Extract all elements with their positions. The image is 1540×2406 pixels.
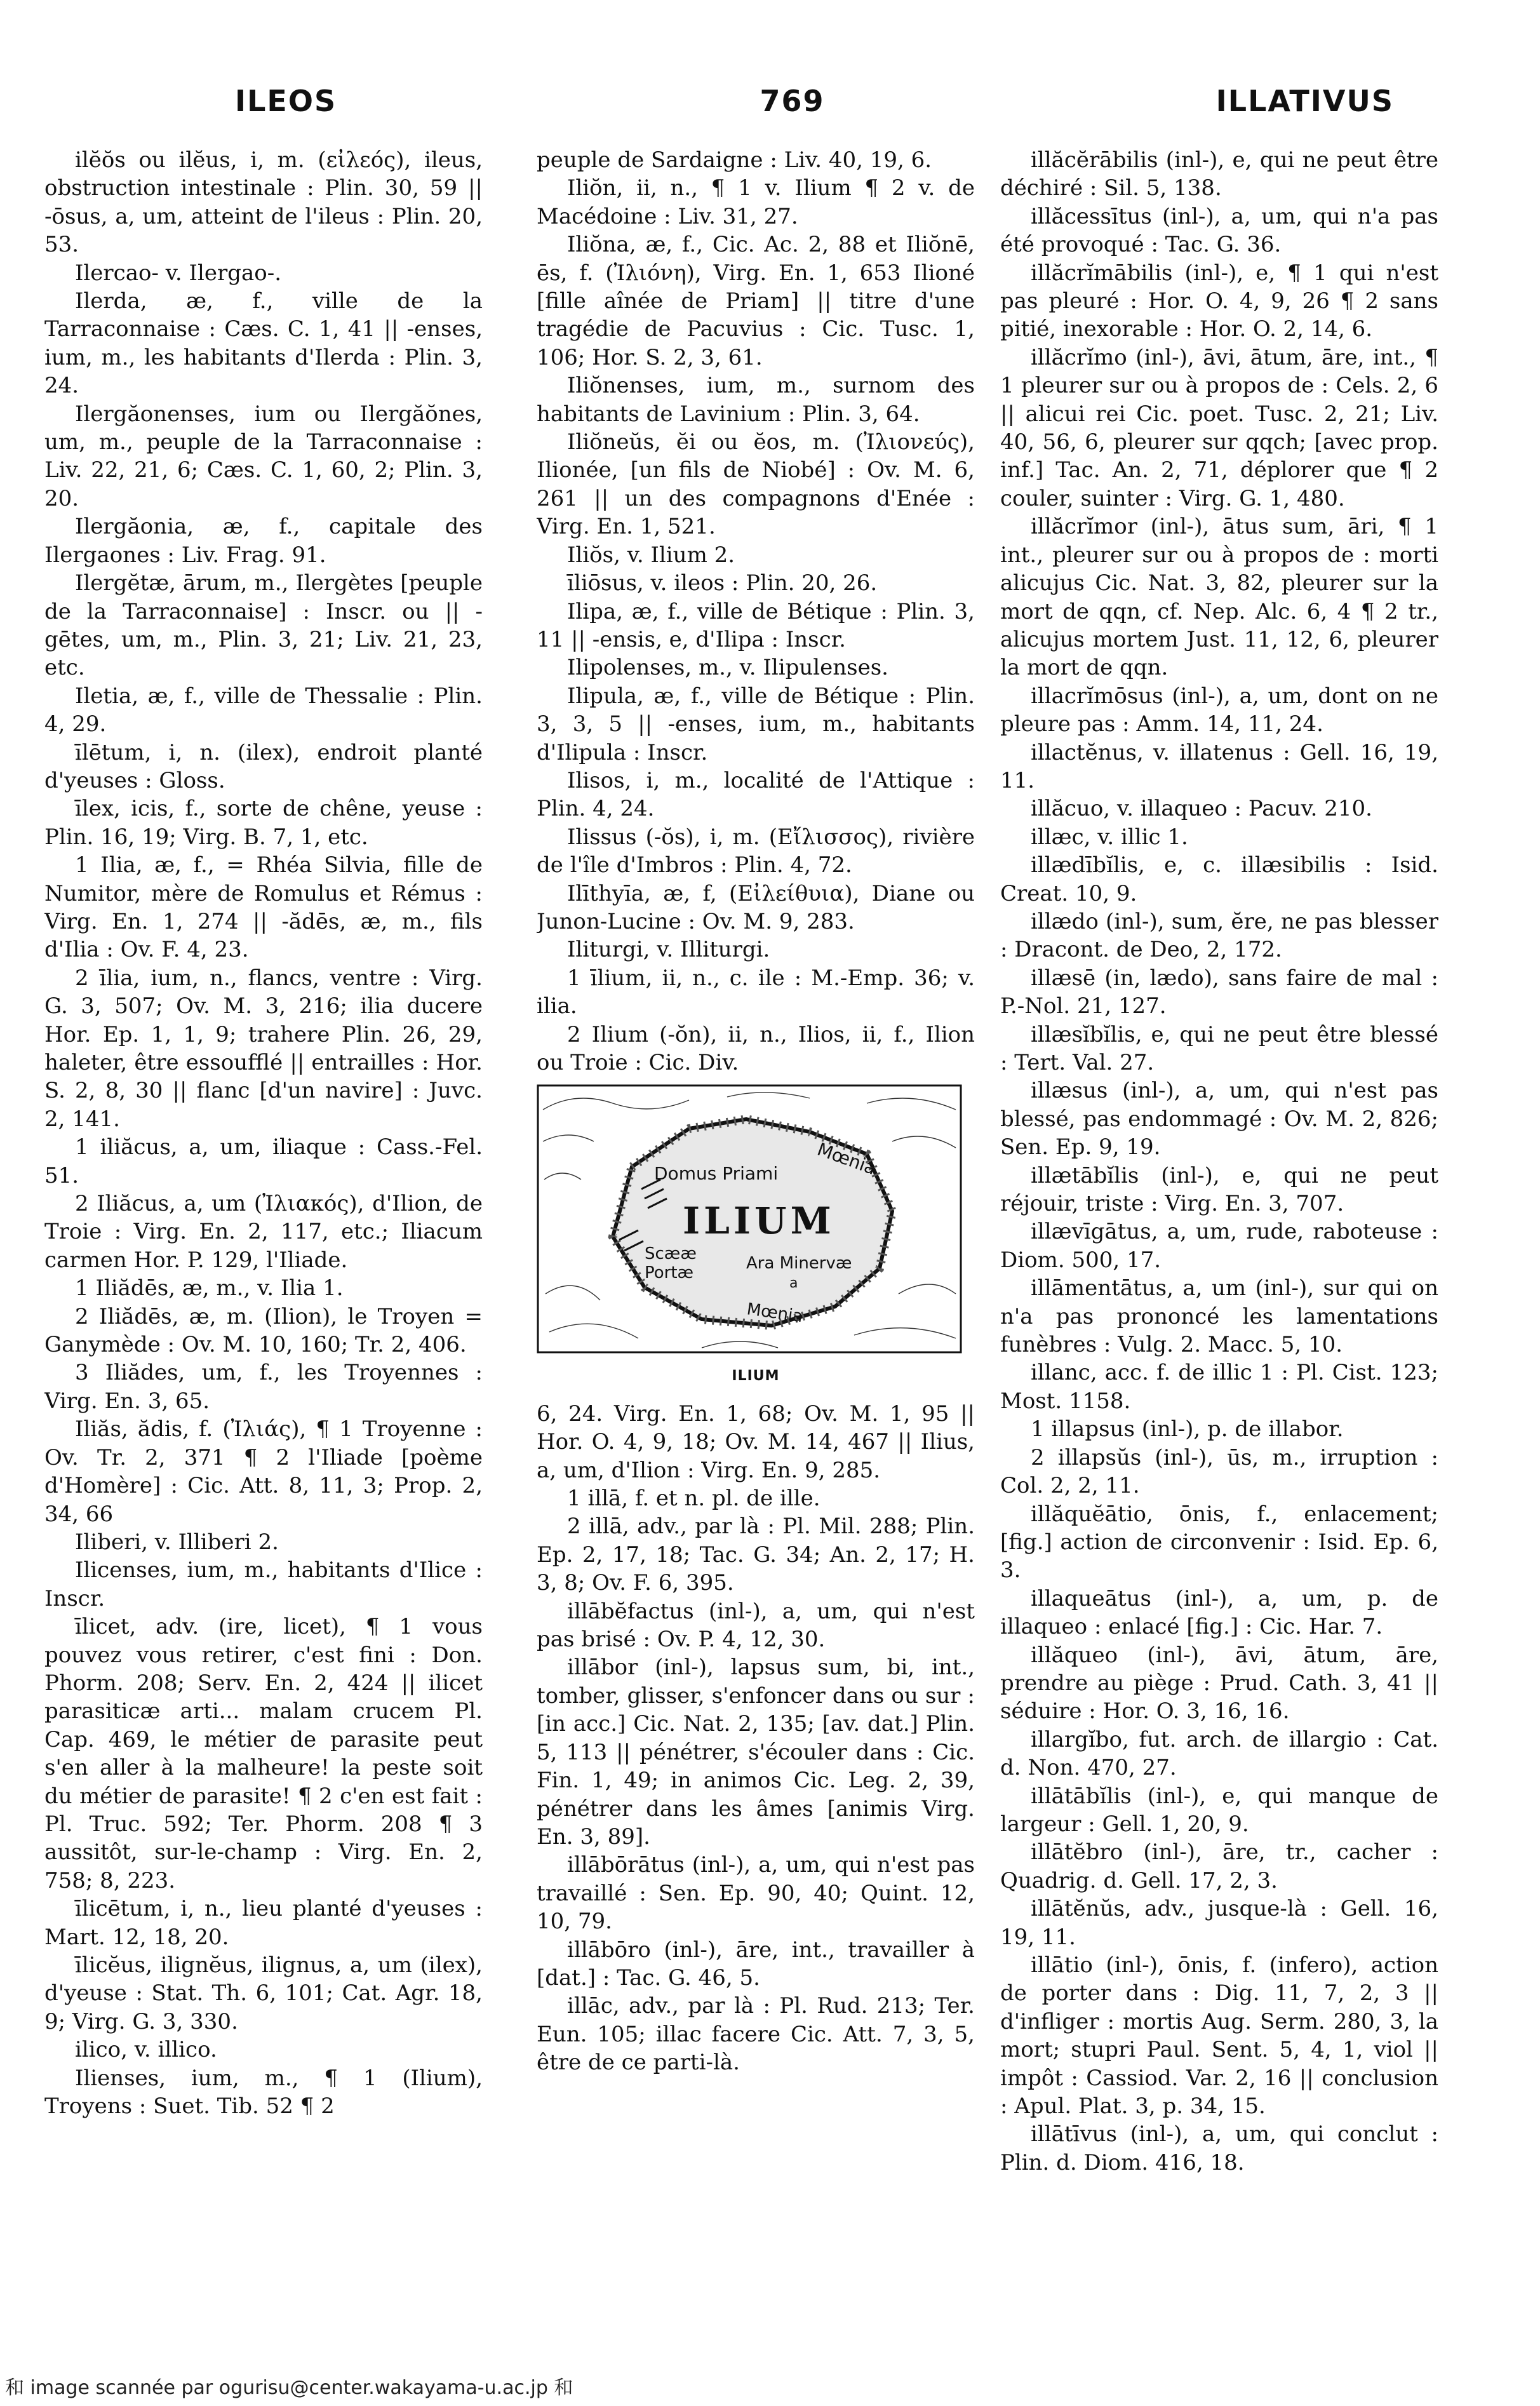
dictionary-entry: 2 Iliădēs, æ, m. (Ilion), le Troyen = Ganymède : Ov. M. 10, 160; Tr. 2, 406. [44,1303,483,1358]
dictionary-entry: īlicētum, i, n., lieu planté d'yeuses : Mart. 12, 18, 20. [44,1896,483,1950]
label-ara-minervae: Ara Minervæ [746,1254,852,1274]
dictionary-entry: illæsus (inl-), a, um, qui n'est pas blessé, pas endommagé : Ov. M. 2, 826; Sen. Ep. 9, 19. [1000,1078,1438,1160]
dictionary-entry: illăcrĭmor (inl-), ātus sum, āri, ¶ 1 int., pleurer sur ou à propos de : morti alicujus Cic. Nat. 3, 82, pleurer sur la mort de qqn, cf. Nep. Alc. 6, 4 ¶ 2 tr., alicujus mortem Just. 11, 12, 6, pleurer la mort de qqn. [1000,514,1438,681]
dictionary-entry: Ilerda, æ, f., ville de la Tarraconnaise : Cæs. C. 1, 41 || -enses, ium, m., les habitants d'Ilerda : Plin. 3, 24. [44,288,483,399]
dictionary-entry: 1 iliăcus, a, um, iliaque : Cass.-Fel. 51. [44,1134,483,1188]
dictionary-entry: Iliberi, v. Illiberi 2. [75,1529,279,1555]
dictionary-entry: illæc, v. illic 1. [1031,824,1188,850]
dictionary-entry: illābōro (inl-), āre, int., travailler à [dat.] : Tac. G. 46, 5. [537,1937,975,1991]
label-scaeae: Scææ [645,1244,697,1264]
dictionary-entry: Ilissus (-ŏs), i, m. (Εἴλισσος), rivière de l'île d'Imbros : Plin. 4, 72. [537,824,975,878]
dictionary-entry: 2 īlia, ium, n., flancs, ventre : Virg. G. 3, 507; Ov. M. 3, 216; ilia ducere Hor. Ep. 1, 1, 9; trahere Plin. 26, 29, haleter, être essoufflé || entrailles : Hor. S. 2, 8, 30 || flanc [d'un navire] : Juvc. 2, 141. [44,965,483,1132]
dictionary-entry: ilico, v. illico. [75,2037,217,2063]
column-2-bottom-entries [537,1400,975,2077]
dictionary-entry: 1 Iliădēs, æ, m., v. Ilia 1. [75,1275,344,1301]
dictionary-entry: 3 Iliădes, um, f., les Troyennes : Virg. En. 3, 65. [44,1360,483,1414]
dictionary-entry: Ilergăonenses, ium ou Ilergăŏnes, um, m., peuple de la Tarraconnaise : Liv. 22, 21, 6; Cæs. C. 1, 60, 2; Plin. 3, 20. [44,401,483,511]
dictionary-entry: illaqueātus (inl-), a, um, p. de illaqueo : enlacé [fig.] : Cic. Har. 7. [1000,1585,1438,1640]
label-moenia-top: Mœnia [814,1138,879,1179]
dictionary-entry: illăcessītus (inl-), a, um, qui n'a pas été provoqué : Tac. G. 36. [1000,203,1438,258]
ilium-map [537,1084,962,1357]
dictionary-entry: īlex, icis, f., sorte de chêne, yeuse : Plin. 16, 19; Virg. B. 7, 1, etc. [44,796,483,850]
dictionary-entry: illanc, acc. f. de illic 1 : Pl. Cist. 123; Most. 1158. [1000,1360,1438,1414]
column-3 [1000,146,1438,2306]
dictionary-entry: Iliăs, ădis, f. (Ἰλιάς), ¶ 1 Troyenne : Ov. Tr. 2, 371 ¶ 2 l'Iliade [poème d'Homère] : Cic. Att. 8, 11, 3; Prop. 2, 34, 66 [44,1416,483,1527]
dictionary-entry: illăqueo (inl-), āvi, ātum, āre, prendre au piège : Prud. Cath. 3, 41 || séduire : Hor. O. 3, 16, 16. [1000,1642,1438,1724]
scan-credit: 和 image scannée par ogurisu@center.wakayama-u.ac.jp 和 [5,2377,573,2399]
dictionary-entry: Ilergăonia, æ, f., capitale des Ilergaones : Liv. Frag. 91. [44,514,483,568]
dictionary-entry: 1 illapsus (inl-), p. de illabor. [1031,1416,1344,1442]
dictionary-entry: illævīgātus, a, um, rude, raboteuse : Diom. 500, 17. [1000,1219,1438,1273]
label-portae: Portæ [645,1263,694,1283]
dictionary-entry: Ilipolenses, m., v. Ilipulenses. [567,655,888,681]
dictionary-entry: Ilergĕtæ, ārum, m., Ilergètes [peuple de la Tarraconnaise] : Inscr. ou || -gētes, um, m., Plin. 3, 21; Liv. 21, 23, etc. [44,570,483,681]
dictionary-entry: Ilisos, i, m., localité de l'Attique : Plin. 4, 24. [537,767,975,822]
dictionary-entry: illăcrĭmo (inl-), āvi, ātum, āre, int., ¶ 1 pleurer sur ou à propos de : Cels. 2, 6 || alicui rei Cic. poet. Tusc. 2, 21; Liv. 40, 56, 6, pleurer sur qqch; [avec prop. inf.] Tac. An. 2, 71, déplorer que ¶ 2 couler, suinter : Virg. G. 1, 480. [1000,344,1438,511]
dictionary-entry: Iliŏs, v. Ilium 2. [567,542,735,568]
dictionary-entry: Ilienses, ium, m., ¶ 1 (Ilium), Troyens : Suet. Tib. 52 ¶ 2 [44,2065,483,2120]
dictionary-entry: 6, 24. Virg. En. 1, 68; Ov. M. 1, 95 || Hor. O. 4, 9, 18; Ov. M. 14, 467 || Ilius, a, um, d'Ilion : Virg. En. 9, 285. [537,1401,975,1483]
dictionary-entry: illāc, adv., par là : Pl. Rud. 213; Ter. Eun. 105; illac facere Cic. Att. 7, 3, 5, être de ce parti-là. [537,1993,975,2076]
dictionary-entry: 2 illā, adv., par là : Pl. Mil. 288; Plin. Ep. 2, 17, 18; Tac. G. 34; An. 2, 17; H. 3, 8; Ov. F. 6, 395. [537,1514,975,1596]
dictionary-entry: Iliturgi, v. Illiturgi. [567,937,770,963]
dictionary-entry: 1 īlium, ii, n., c. ile : M.-Emp. 36; v. ilia. [537,965,975,1019]
dictionary-entry: īlicet, adv. (ire, licet), ¶ 1 vous pouvez vous retirer, c'est fini : Don. Phorm. 208; Serv. En. 2, 424 || ilicet parasiticæ arti... malam crucem Pl. Cap. 469, le métier de parasite peut s'en aller à la malheure! la peste soit du métier de parasite! ¶ 2 c'en est fait : Pl. Truc. 592; Ter. Phorm. 208 ¶ 3 aussitôt, sur-le-champ : Virg. En. 2, 758; 8, 223. [44,1614,483,1893]
dictionary-entry: illātĕbro (inl-), āre, tr., cacher : Quadrig. d. Gell. 17, 2, 3. [1000,1839,1438,1893]
dictionary-entry: Ilīthyīa, æ, f, (Εἰλείθυια), Diane ou Junon-Lucine : Ov. M. 9, 283. [537,880,975,934]
column-2-top-entries [537,146,975,1077]
dictionary-entry: illābĕfactus (inl-), a, um, qui n'est pas brisé : Ov. P. 4, 12, 30. [537,1598,975,1653]
dictionary-entry: illactĕnus, v. illatenus : Gell. 16, 19, 11. [1000,739,1438,793]
dictionary-entry: illātābĭlis (inl-), e, qui manque de largeur : Gell. 1, 20, 9. [1000,1783,1438,1837]
ilium-map-figure [537,1084,975,1390]
dictionary-entry: illædo (inl-), sum, ĕre, ne pas blesser : Dracont. de Deo, 2, 172. [1000,908,1438,963]
dictionary-entry: īlicĕus, ilignĕus, ilignus, a, um (ilex), d'yeuse : Stat. Th. 6, 101; Cat. Agr. 18, 9; Virg. G. 3, 330. [44,1952,483,2034]
column-2 [537,146,975,2306]
dictionary-entry: illædībĭlis, e, c. illæsibilis : Isid. Creat. 10, 9. [1000,852,1438,906]
dictionary-entry: Ilipula, æ, f., ville de Bétique : Plin. 3, 3, 5 || -enses, ium, m., habitants d'Ilipula : Inscr. [537,683,975,765]
dictionary-entry: illæsē (in, lædo), sans faire de mal : P.-Nol. 21, 127. [1000,965,1438,1019]
dictionary-entry: 2 illapsŭs (inl-), ūs, m., irruption : Col. 2, 2, 11. [1000,1444,1438,1499]
dictionary-entry: īliōsus, v. ileos : Plin. 20, 26. [567,570,878,596]
dictionary-entry: Iliŏneŭs, ĕi ou ĕos, m. (Ἰλιονεύς), Ilionée, [un fils de Niobé] : Ov. M. 6, 261 || un des compagnons d'Enée : Virg. En. 1, 521. [537,429,975,540]
dictionary-entry: illātĕnŭs, adv., jusque-là : Gell. 16, 19, 11. [1000,1896,1438,1950]
dictionary-entry: peuple de Sardaigne : Liv. 40, 19, 6. [537,147,932,173]
dictionary-entry: illăcuo, v. illaqueo : Pacuv. 210. [1031,796,1372,822]
dictionary-entry: Iliŏn, ii, n., ¶ 1 v. Ilium ¶ 2 v. de Macédoine : Liv. 31, 27. [537,175,975,229]
dictionary-entry: illacrĭmōsus (inl-), a, um, dont on ne pleure pas : Amm. 14, 11, 24. [1000,683,1438,737]
dictionary-entry: illābor (inl-), lapsus sum, bi, int., tomber, glisser, s'enfoncer dans ou sur : [in acc.] Cic. Nat. 2, 135; [av. dat.] Plin. 5, 113 || pénétrer, s'écouler dans : Cic. Fin. 1, 49; in animos Cic. Leg. 2, 39, pénétrer dans les âmes [animis Virg. En. 3, 89]. [537,1655,975,1850]
dictionary-entry: 1 illā, f. et n. pl. de ille. [567,1486,820,1512]
dictionary-entry: illăcrĭmābilis (inl-), e, ¶ 1 qui n'est pas pleuré : Hor. O. 4, 9, 26 ¶ 2 sans pitié, inexorable : Hor. O. 2, 14, 6. [1000,260,1438,342]
page-header [191,84,1394,141]
dictionary-entry: Iliŏnenses, ium, m., surnom des habitants de Lavinium : Plin. 3, 64. [537,373,975,427]
label-domus-priami: Domus Priami [654,1163,779,1185]
dictionary-entry: Ilipa, æ, f., ville de Bétique : Plin. 3, 11 || -ensis, e, d'Ilipa : Inscr. [537,598,975,652]
label-ara-marker: a [789,1275,798,1292]
dictionary-entry: illăcĕrābilis (inl-), e, qui ne peut être déchiré : Sil. 5, 138. [1000,147,1438,201]
header-right-guide-word: ILLATIVUS [1215,84,1394,118]
label-ilium: ILIUM [683,1199,835,1243]
dictionary-entry: 2 Ilium (-ŏn), ii, n., Ilios, ii, f., Ilion ou Troie : Cic. Div. [537,1021,975,1075]
dictionary-entry: illābōrātus (inl-), a, um, qui n'est pas travaillé : Sen. Ep. 90, 40; Quint. 12, 10, 79. [537,1852,975,1935]
dictionary-entry: illātīvus (inl-), a, um, qui conclut : Plin. d. Diom. 416, 18. [1000,2121,1438,2175]
dictionary-entry: illargĭbo, fut. arch. de illargio : Cat. d. Non. 470, 27. [1000,1726,1438,1781]
header-left-guide-word: ILEOS [235,84,337,118]
label-moenia-bottom: Mœnia [746,1300,805,1327]
dictionary-entry: Ilercao- v. Ilergao-. [75,260,282,286]
dictionary-entry: illātio (inl-), ōnis, f. (infero), action de porter dans : Dig. 11, 7, 2, 3 || d'infliger : mortis Aug. Serm. 280, 3, la mort; stupri Paul. Sent. 5, 4, 1, viol || impôt : Cassiod. Var. 2, 16 || conclusion : Apul. Plat. 3, p. 34, 15. [1000,1952,1438,2120]
dictionary-entry: ilĕŏs ou ilĕus, i, m. (εἰλεός), ileus, obstruction intestinale : Plin. 30, 59 || -ōsus, a, um, atteint de l'ileus : Plin. 20, 53. [44,147,483,258]
dictionary-entry: Iliŏna, æ, f., Cic. Ac. 2, 88 et Iliŏnē, ēs, f. (Ἰλιόνη), Virg. En. 1, 653 Ilioné [fille aînée de Priam] || titre d'une tragédie de Pacuvius : Cic. Tusc. 1, 106; Hor. S. 2, 3, 61. [537,232,975,370]
dictionary-entry: illăquĕātio, ōnis, f., enlacement; [fig.] action de circonvenir : Isid. Ep. 6, 3. [1000,1501,1438,1583]
column-1 [44,146,483,2306]
dictionary-entry: 1 Ilia, æ, f., = Rhéa Silvia, fille de Numitor, mère de Romulus et Rémus : Virg. En. 1, 274 || -ădēs, æ, m., fils d'Ilia : Ov. F. 4, 23. [44,852,483,963]
figure-caption: ILIUM [732,1368,780,1385]
dictionary-entry: illætābĭlis (inl-), e, qui ne peut réjouir, triste : Virg. En. 3, 707. [1000,1162,1438,1217]
dictionary-entry: īlētum, i, n. (ilex), endroit planté d'yeuses : Gloss. [44,739,483,793]
dictionary-entry: Iletia, æ, f., ville de Thessalie : Plin. 4, 29. [44,683,483,737]
page-number: 769 [760,84,825,118]
dictionary-entry: illāmentātus, a, um (inl-), sur qui on n'a pas prononcé les lamentations funèbres : Vulg. 2. Macc. 5, 10. [1000,1275,1438,1358]
dictionary-entry: 2 Iliăcus, a, um (Ἰλιακός), d'Ilion, de Troie : Virg. En. 2, 117, etc.; Iliacum carmen Hor. P. 129, l'Iliade. [44,1191,483,1273]
dictionary-entry: Ilicenses, ium, m., habitants d'Ilice : Inscr. [44,1557,483,1611]
dictionary-entry: illæsĭbĭlis, e, qui ne peut être blessé : Tert. Val. 27. [1000,1021,1438,1075]
